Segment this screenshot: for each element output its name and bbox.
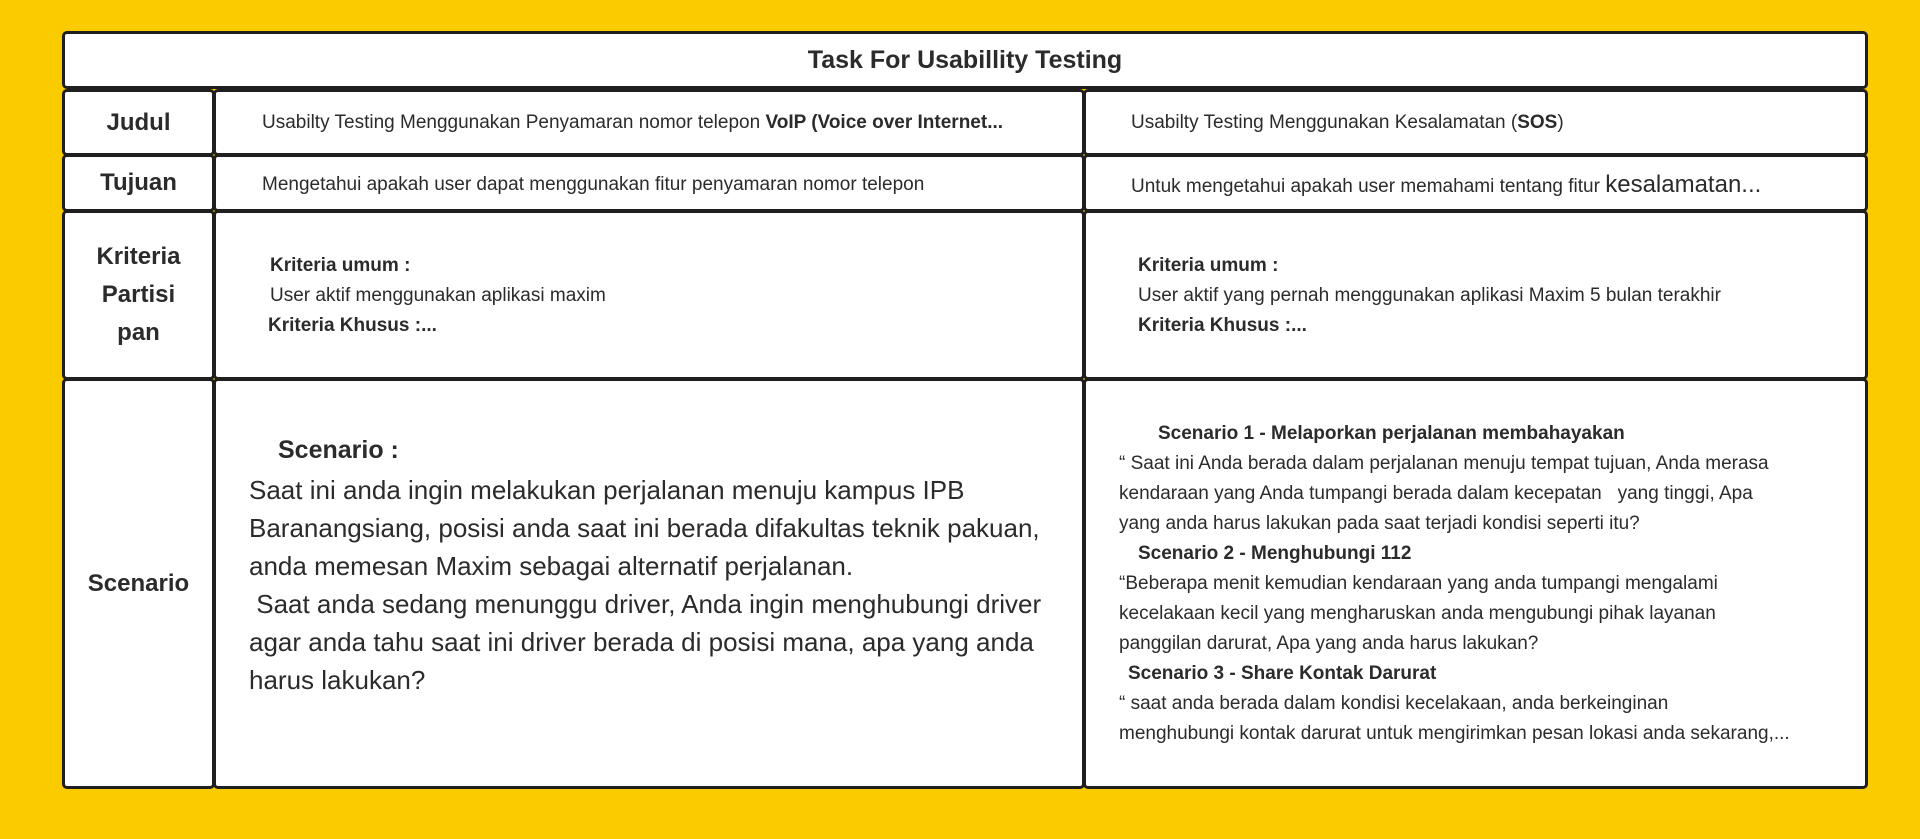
row-label-kriteria xyxy=(62,210,215,380)
scenario3-line: “ saat anda berada dalam kondisi kecelakaan, anda berkeinginan xyxy=(1119,693,1669,714)
scenario2-line: panggilan darurat, Apa yang anda harus lakukan? xyxy=(1119,633,1539,654)
scenario2-line: “Beberapa menit kemudian kendaraan yang anda tumpangi mengalami xyxy=(1119,573,1718,594)
judul-col1-text: Usabilty Testing Menggunakan Penyamaran nomor telepon VoIP (Voice over Internet... xyxy=(262,112,1004,133)
judul-col1 xyxy=(213,89,1085,156)
judul-col2-text: Usabilty Testing Menggunakan Kesalamatan (SOS) xyxy=(1131,112,1564,133)
scenario3-heading: Scenario 3 - Share Kontak Darurat xyxy=(1128,663,1437,684)
scenario1-line: yang anda harus lakukan pada saat terjadi kondisi seperti itu? xyxy=(1119,513,1640,534)
table-title-cell xyxy=(62,31,1868,89)
tujuan-label: Tujuan xyxy=(100,169,177,196)
row-label-tujuan xyxy=(62,154,215,212)
row-label-judul xyxy=(62,89,215,156)
scenario-col1-line: Baranangsiang, posisi anda saat ini berada difakultas teknik pakuan, xyxy=(249,513,1040,543)
row-label-scenario xyxy=(62,378,215,789)
tujuan-col1 xyxy=(213,154,1085,212)
kriteria-col2-khusus-heading: Kriteria Khusus :... xyxy=(1138,315,1307,336)
judul-label: Judul xyxy=(106,108,171,136)
kriteria-col1-khusus-heading: Kriteria Khusus :... xyxy=(268,315,437,336)
scenario1-line: kendaraan yang Anda tumpangi berada dalam kecepatan yang tinggi, Apa xyxy=(1119,483,1753,504)
scenario-col1-line: Saat ini anda ingin melakukan perjalanan menuju kampus IPB xyxy=(249,475,965,505)
tujuan-col1-text: Mengetahui apakah user dapat menggunakan fitur penyamaran nomor telepon xyxy=(262,174,925,195)
scenario-col2 xyxy=(1083,378,1868,789)
scenario3-line: menghubungi kontak darurat untuk mengirimkan pesan lokasi anda sekarang,... xyxy=(1119,723,1790,744)
kriteria-col2-umum-text: User aktif yang pernah menggunakan aplikasi Maxim 5 bulan terakhir xyxy=(1138,285,1721,306)
judul-col2 xyxy=(1083,89,1868,156)
tujuan-col2 xyxy=(1083,154,1868,212)
kriteria-col1 xyxy=(213,210,1085,380)
scenario-col1-line: harus lakukan? xyxy=(249,665,426,695)
tujuan-col2-text: Untuk mengetahui apakah user memahami tentang fitur kesalamatan... xyxy=(1131,171,1762,198)
kriteria-col1-umum-heading: Kriteria umum : xyxy=(270,255,411,276)
kriteria-label: Kriteria Partisi pan xyxy=(96,243,181,346)
scenario1-heading: Scenario 1 - Melaporkan perjalanan membahayakan xyxy=(1158,423,1625,444)
kriteria-col2-umum-heading: Kriteria umum : xyxy=(1138,255,1279,276)
scenario-col1 xyxy=(213,378,1085,789)
scenario-col1-heading: Scenario : xyxy=(278,436,399,464)
scenario2-heading: Scenario 2 - Menghubungi 112 xyxy=(1138,543,1412,564)
scenario2-line: kecelakaan kecil yang mengharuskan anda mengubungi pihak layanan xyxy=(1119,603,1716,624)
scenario1-line: “ Saat ini Anda berada dalam perjalanan menuju tempat tujuan, Anda merasa xyxy=(1119,453,1769,474)
scenario-col1-line: agar anda tahu saat ini driver berada di posisi mana, apa yang anda xyxy=(249,627,1034,657)
kriteria-col1-umum-text: User aktif menggunakan aplikasi maxim xyxy=(270,285,606,306)
kriteria-col2 xyxy=(1083,210,1868,380)
scenario-col1-line: Saat anda sedang menunggu driver, Anda ingin menghubungi driver xyxy=(249,589,1042,619)
table-title: Task For Usabillity Testing xyxy=(807,45,1123,74)
scenario-label: Scenario xyxy=(87,569,190,597)
scenario-col1-line: anda memesan Maxim sebagai alternatif perjalanan. xyxy=(249,551,854,581)
